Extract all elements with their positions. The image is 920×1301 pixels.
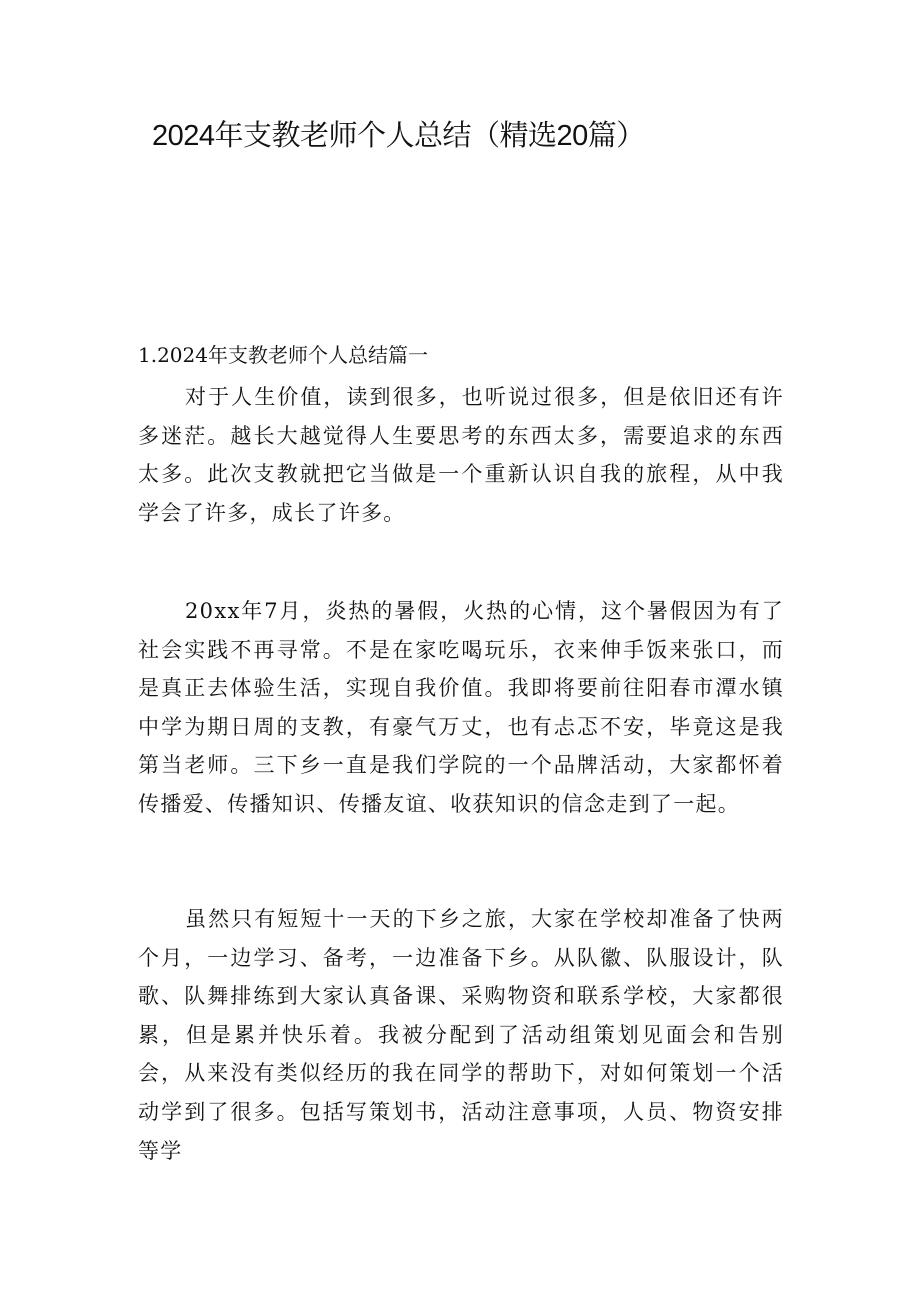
document-title: 2024年支教老师个人总结（精选20篇）	[152, 120, 645, 152]
section-heading: 1.2024年支教老师个人总结篇一	[138, 343, 428, 367]
paragraph-3: 虽然只有短短十一天的下乡之旅，大家在学校却准备了快两个月，一边学习、备考，一边准备下乡。从队徽、队服设计，队歌、队舞排练到大家认真备课、采购物资和联系学校，大家都很累，但是累并快乐着。我被分配到了活动组策划见面会和告别会，从来没有类似经历的我在同学的帮助下，对如何策划一个活动学到了很多。包括写策划书，活动注意事项，人员、物资安排等学	[138, 907, 784, 1163]
paragraph-2: 20xx年7月，炎热的暑假，火热的心情，这个暑假因为有了社会实践不再寻常。不是在家吃喝玩乐，衣来伸手饭来张口，而是真正去体验生活，实现自我价值。我即将要前往阳春市潭水镇中学为期日周的支教，有豪气万丈，也有忐忑不安，毕竟这是我第当老师。三下乡一直是我们学院的一个品牌活动，大家都怀着传播爱、传播知识、传播友谊、收获知识的信念走到了一起。	[138, 599, 784, 816]
paragraph-1: 对于人生价值，读到很多，也听说过很多，但是依旧还有许多迷茫。越长大越觉得人生要思考的东西太多，需要追求的东西太多。此次支教就把它当做是一个重新认识自我的旅程，从中我学会了许多，成长了许多。	[138, 385, 784, 525]
